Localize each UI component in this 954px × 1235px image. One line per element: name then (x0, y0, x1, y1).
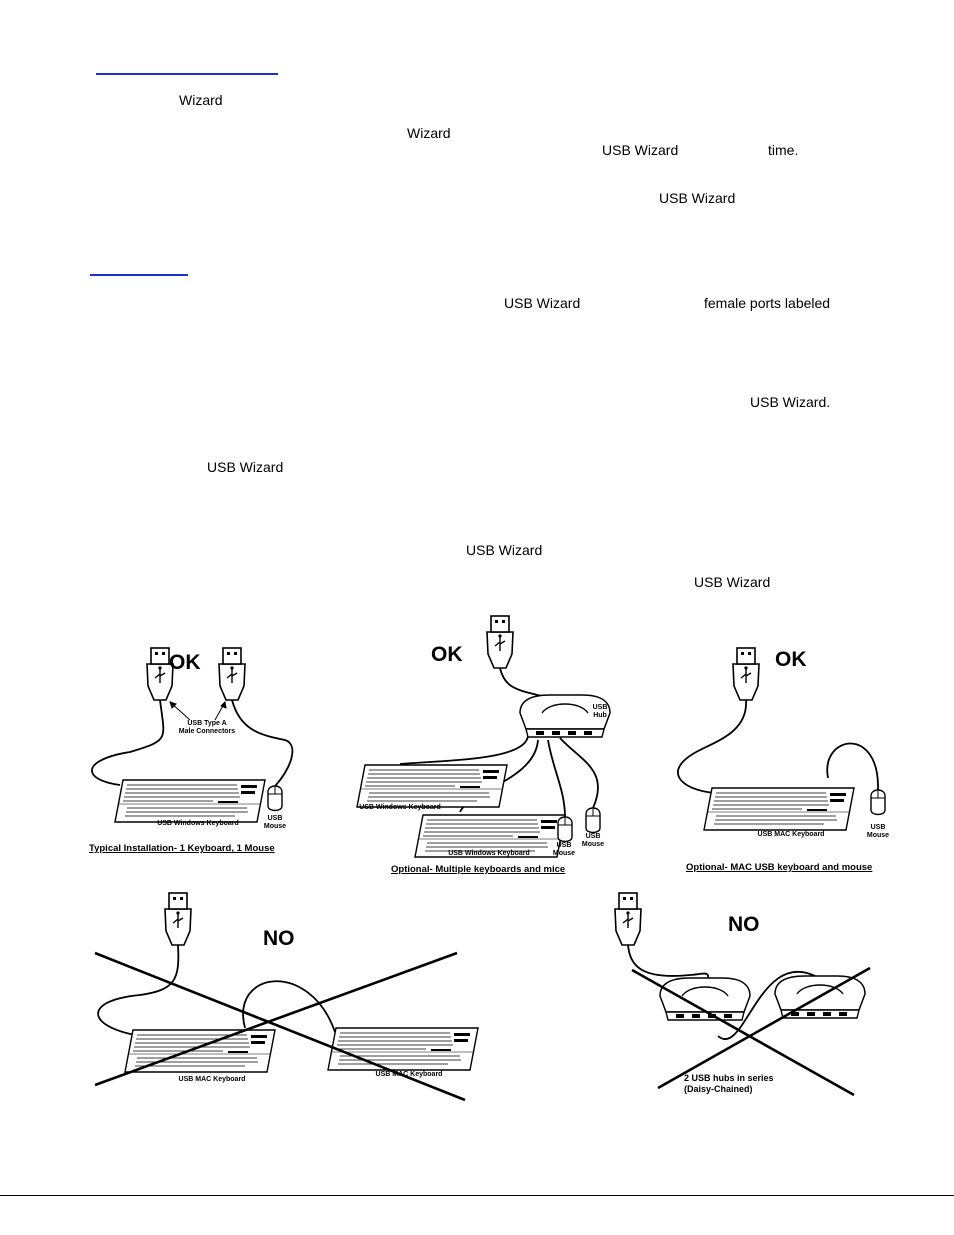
text-usb-wizard-2: USB Wizard (659, 190, 736, 206)
text-usb-wizard-7: USB Wizard (694, 574, 771, 590)
text-wizard-2: Wizard (407, 125, 451, 141)
text-usb-wizard-3: USB Wizard (504, 295, 581, 311)
ok-label-1: OK (169, 651, 201, 674)
text-wizard-1: Wizard (179, 92, 223, 108)
fig2-keyboard-a-label: USB Windows Keyboard (359, 804, 441, 811)
text-usb-wizard-1: USB Wizard (602, 142, 679, 158)
text-female-ports: female ports labeled (704, 295, 831, 311)
no-label-1: NO (263, 927, 295, 950)
fig4-keyboard-b-label: USB MAC Keyboard (375, 1071, 443, 1078)
fig2-mouse-b-label: USB Mouse (581, 833, 605, 848)
fig3-keyboard-label: USB MAC Keyboard (757, 831, 825, 838)
text-usb-wizard-6: USB Wizard (466, 542, 543, 558)
no-label-2: NO (728, 913, 760, 936)
fig3-caption: Optional- MAC USB keyboard and mouse (686, 862, 873, 873)
fig3-mouse-label: USB Mouse (866, 824, 890, 839)
fig2-caption: Optional- Multiple keyboards and mice (391, 864, 566, 875)
text-usb-wizard-4: USB Wizard. (750, 394, 831, 410)
fig5-daisy-chain-label: 2 USB hubs in series (Daisy-Chained) (684, 1073, 774, 1094)
fig1-keyboard-label: USB Windows Keyboard (157, 820, 239, 827)
fig2-mouse-a-label: USB Mouse (552, 842, 576, 857)
page-footer-rule (0, 1195, 954, 1196)
text-usb-wizard-5: USB Wizard (207, 459, 284, 475)
fig1-connectors-label: USB Type A Male Connectors (178, 720, 236, 735)
fig1-caption: Typical Installation- 1 Keyboard, 1 Mouse (89, 843, 275, 854)
ok-label-2: OK (431, 643, 463, 666)
fig1-mouse-label: USB Mouse (263, 815, 287, 830)
fig4-keyboard-a-label: USB MAC Keyboard (178, 1076, 246, 1083)
fig2-keyboard-b-label: USB Windows Keyboard (448, 850, 530, 857)
ok-label-3: OK (775, 648, 807, 671)
text-time: time. (768, 142, 799, 158)
fig2-hub-label: USB Hub (592, 704, 608, 719)
